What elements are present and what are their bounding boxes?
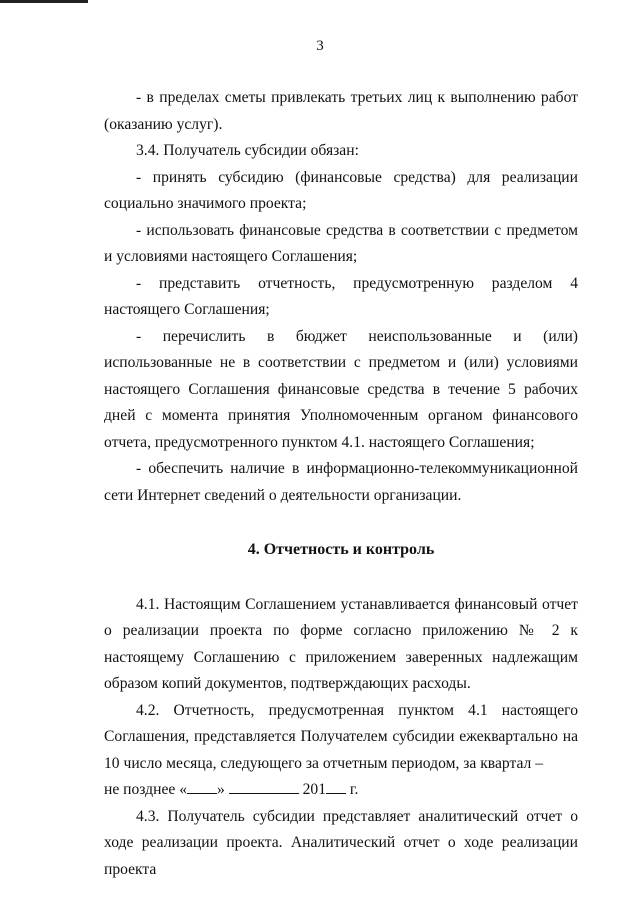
section-heading: 4. Отчетность и контроль [247,541,435,558]
paragraph-4-3: 4.3. Получатель субсидии представляет аналитический отчет о ходе реализации проекта. Аналитический отчет о ходе реализации проекта [104,807,578,878]
paragraph-4-1: 4.1. Настоящим Соглашением устанавливается финансовый отчет о реализации проекта по форме согласно приложению № 2 к настоящему Соглашению с приложением заверенных надлежащим образом копий документов, подтверждающих расходы. [104,595,578,692]
paragraph-submit-reports: - представить отчетность, предусмотренную разделом 4 настоящего Соглашения; [104,274,578,318]
day-blank [187,779,217,794]
paragraph-internet-info: - обеспечить наличие в информационно-телекоммуникационной сети Интернет сведений о деятельности организации. [104,460,578,504]
paragraph-third-parties: - в пределах сметы привлекать третьих лиц к выполнению работ (оказанию услуг). [104,89,578,133]
deadline-year: 201 [302,781,327,798]
paragraph-use-funds: - использовать финансовые средства в соответствии с предметом и условиями настоящего Соглашения; [104,221,578,265]
paragraph-4-2: 4.2. Отчетность, предусмотренная пунктом 4.1 настоящего Соглашения, представляется Получателем субсидии ежеквартально на 10 число месяца, следующего за отчетным периодом, за квартал – [104,701,578,772]
document-body [104,85,578,883]
paragraph-4-2-deadline [104,777,578,804]
deadline-prefix: не позднее « [104,781,188,798]
deadline-suffix: г. [349,781,359,798]
paragraph-accept-subsidy: - принять субсидию (финансовые средства) для реализации социально значимого проекта; [104,168,578,212]
month-blank [229,779,299,794]
paragraph-return-funds: - перечислить в бюджет неиспользованные и (или) использованные не в соответствии с предметом и (или) условиями настоящего Соглашения финансовые средства в течение 5 рабочих дней с момента принятия Уполномоченным органом финансового отчета, предусмотренного пунктом 4.1. настоящего Соглашения; [104,327,578,451]
deadline-quote-close: » [217,781,225,798]
year-blank [326,779,346,794]
paragraph-3-4: 3.4. Получатель субсидии обязан: [136,142,359,159]
page-number: 3 [316,38,324,54]
top-rule [0,0,88,3]
